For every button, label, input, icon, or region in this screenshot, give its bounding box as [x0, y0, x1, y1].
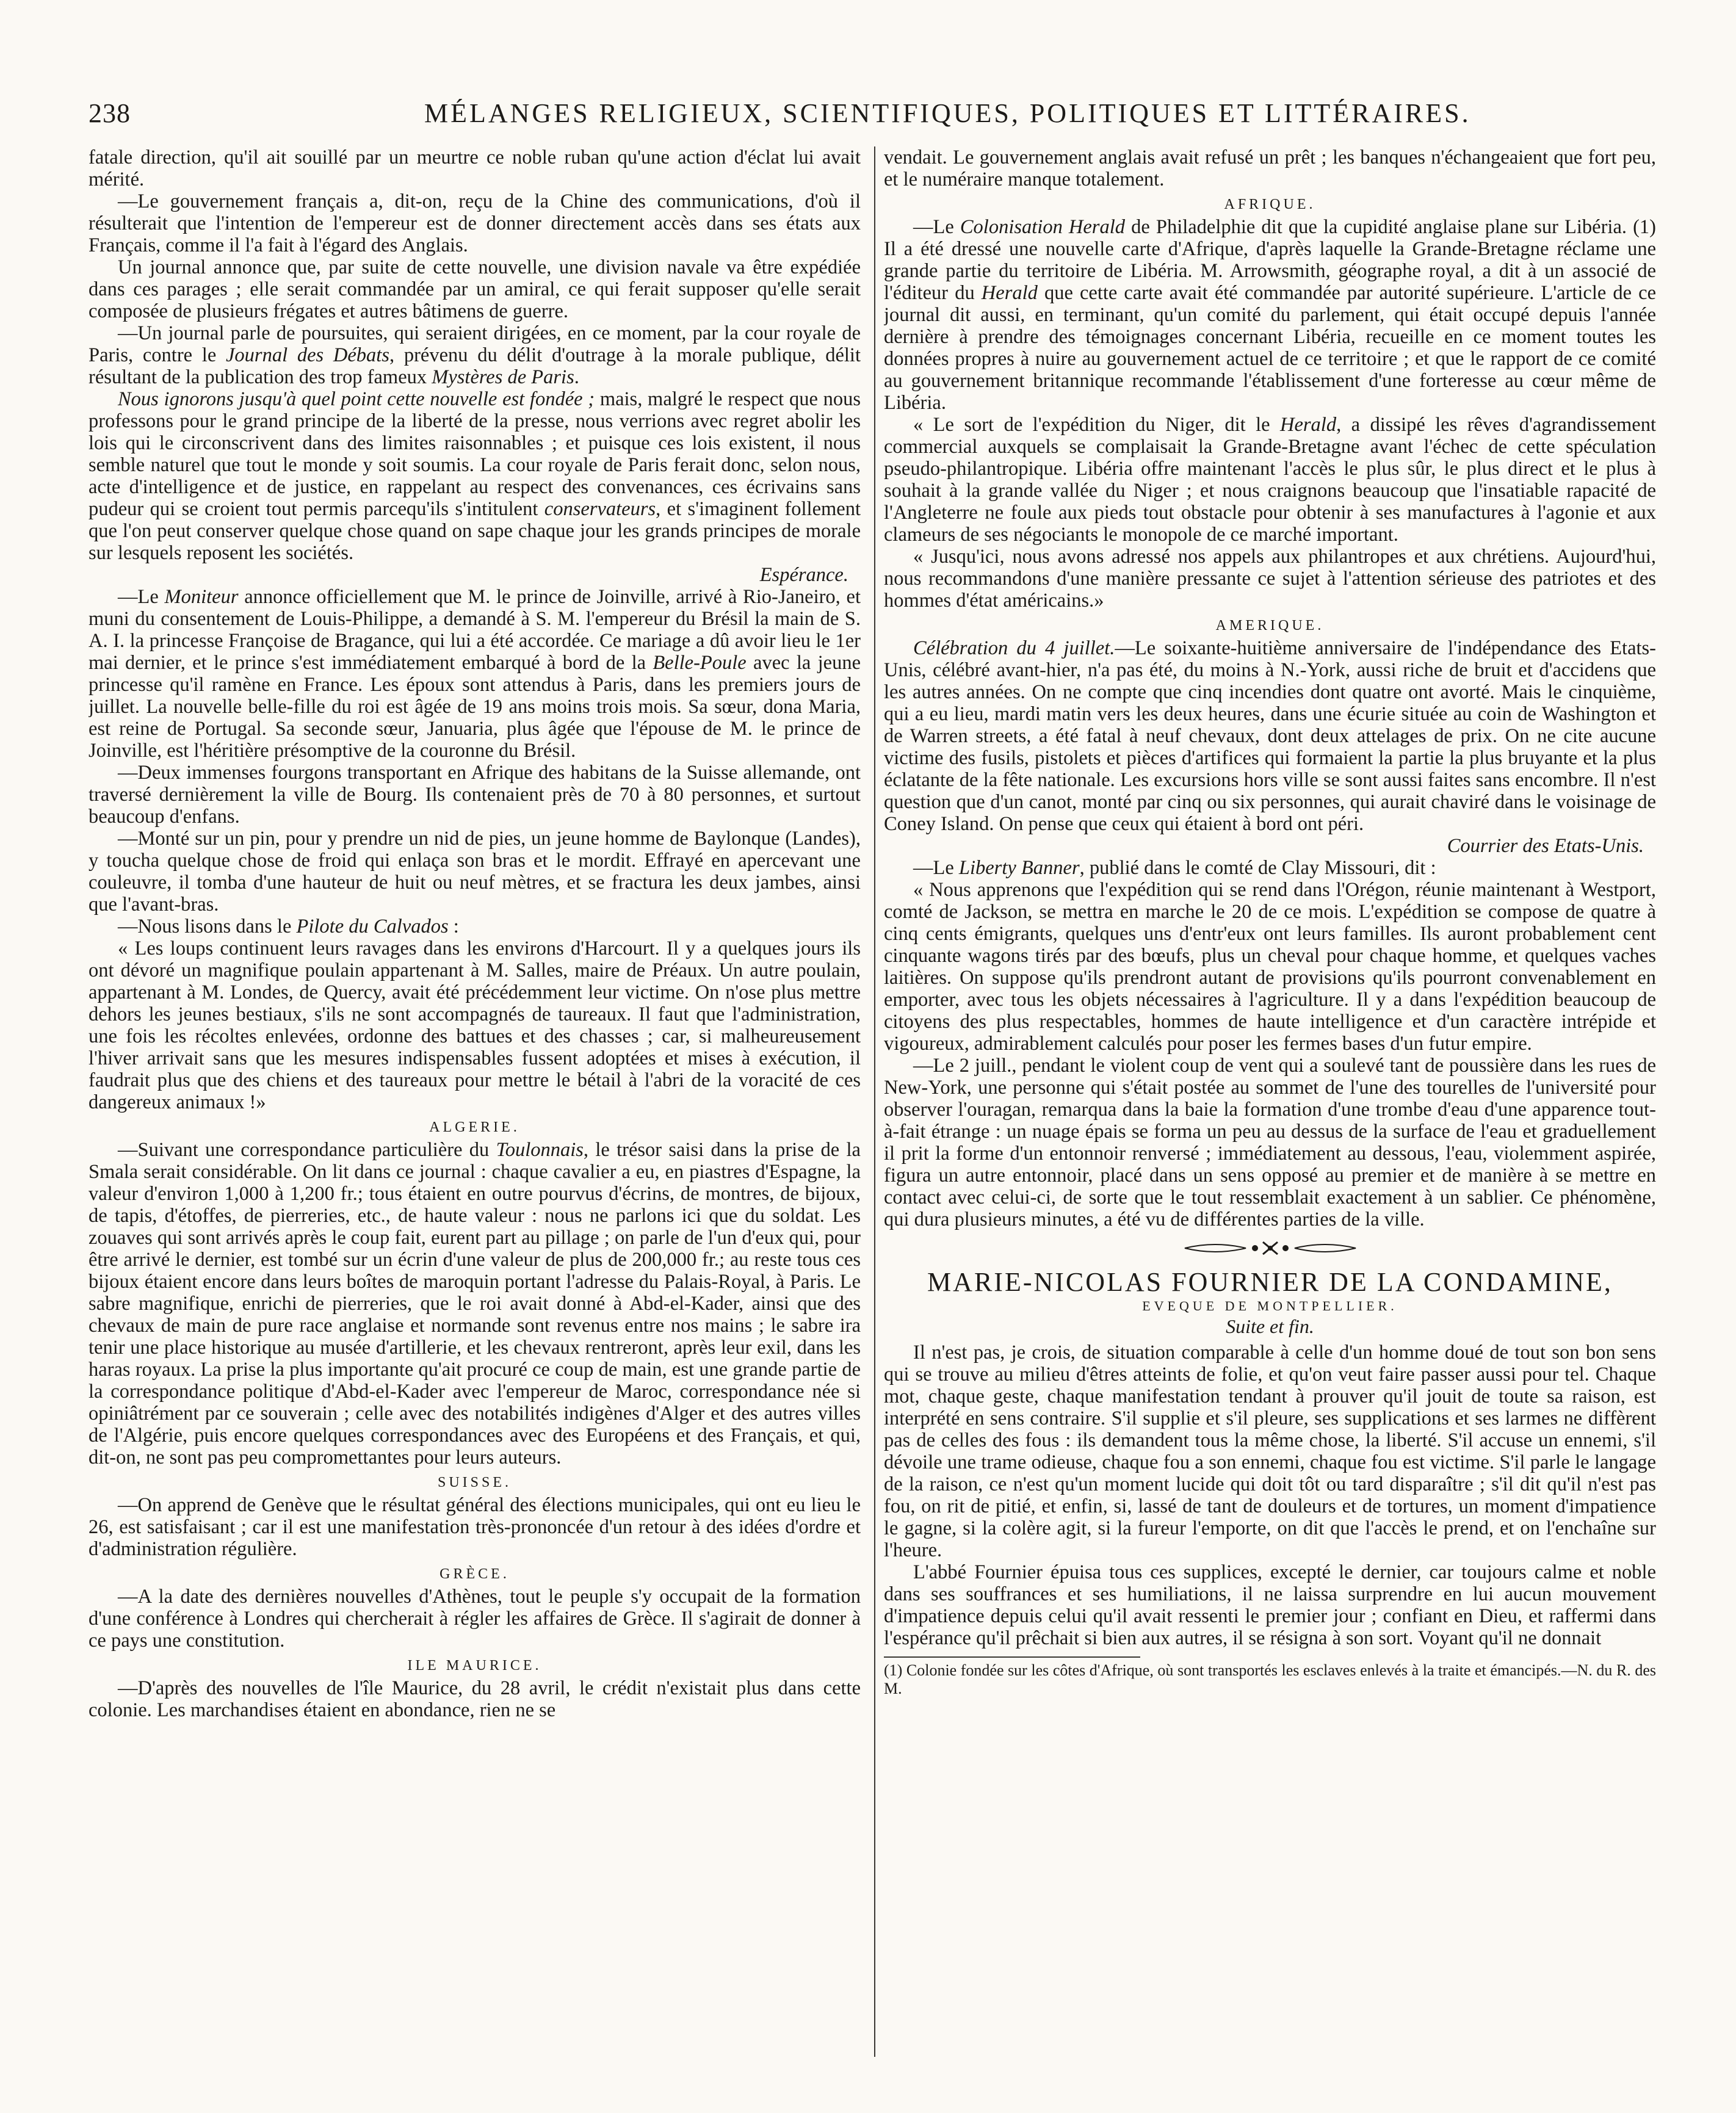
paragraph: Célébration du 4 juillet.—Le soixante-huitième anniversaire de l'indépendance des Etats-Unis, célébré avant-hier, n'a pas été, du moins à N.-York, aussi riche de bruit et d'accidens que les autres années. On ne compte que cinq incendies dont quatre ont avorté. Mais le cinquième, qui a eu lieu, mardi matin vers les deux heures, dans une écurie située au coin de Washington et de Warren streets, a été fatal à neuf chevaux, dont deux attelages de prix. On ne cite aucune victime des fusils, pistolets et pièces d'artifices qui formaient la partie la plus bruyante et la plus éclatante de la fête nationale. Les excursions hors ville se sont aussi faites sans encombre. Il n'est question que d'un canot, monté par cinq ou six personnes, qui aurait chaviré dans le voisinage de Coney Island. On pense que ceux qui étaient à bord ont péri. Courrier des Etats-Unis. — [884, 637, 1656, 857]
article-title: MARIE-NICOLAS FOURNIER DE LA CONDAMINE, — [927, 1267, 1613, 1297]
quote-paragraph: « Nous apprenons que l'expédition qui se rend dans l'Orégon, réunie maintenant à Westport, comté de Jackson, se mettra en marche le 20 de ce mois. L'expédition se compose de quatre à cinq cents émigrants, quelques uns d'entr'eux ont leurs familles. Ils auront probablement cent cinquante wagons tirés par des bœufs, plus un cheval pour chaque homme, et quelques vaches laitières. On suppose qu'ils prendront autant de provisions qu'ils pourront convenablement en emporter, avec tous les objets nécessaires à l'agriculture. Il y a dans l'expédition beaucoup de citoyens des plus respectables, hommes de haute intelligence et d'un caractère intrépide et vigoureux, admirablement calculés pour poser les fermes bases d'un futur empire. — [884, 879, 1656, 1055]
paragraph: vendait. Le gouvernement anglais avait refusé un prêt ; les banques n'échangeaient que fort peu, et le numéraire manque totalement. — [884, 146, 1656, 190]
paragraph: —Monté sur un pin, pour y prendre un nid de pies, un jeune homme de Baylonque (Landes), y toucha quelque chose de froid qui enlaça son bras et le mordit. Effrayé en apercevant une couleuvre, il tomba d'une hauteur de huit ou neuf mètres, et se fractura les deux jambes, ainsi que l'avant-bras. — [89, 828, 861, 916]
article-subtitle: EVEQUE DE MONTPELLIER. — [1142, 1298, 1398, 1313]
paragraph: L'abbé Fournier épuisa tous ces supplices, excepté le dernier, car toujours calme et noble dans ses souffrances et ses humiliations, il ne laissa surprendre en lui aucun mouvement d'impatience depuis celui qu'il avait ressenti le premier jour ; confiant en Dieu, et raffermi dans l'espérance qu'il prêchait si bien aux autres, il se résigna à son sort. Voyant qu'il ne donnait — [884, 1561, 1656, 1649]
paragraph: Nous ignorons jusqu'à quel point cette nouvelle est fondée ; mais, malgré le respect que nous professons pour le grand principe de la liberté de la presse, nous verrions avec regret abolir les lois qui le circonscrivent dans des limites raisonnables ; et puisque ces lois existent, il nous semble naturel que tout le monde y soit soumis. La cour royale de Paris ferait donc, selon nous, acte d'intelligence et de justice, en rappelant au respect des convenances, ces écrivains sans pudeur qui se croient tout permis parcequ'ils s'intitulent conservateurs, et s'imaginent follement que l'on peut conserver quelque chose quand on sape chaque jour les grands principes de morale sur lesquels reposent les sociétés. Espérance. — [89, 388, 861, 586]
section-heading-amerique: AMERIQUE. — [1215, 618, 1325, 634]
column-divider — [874, 146, 875, 2057]
page-header — [89, 98, 1651, 134]
running-title: MÉLANGES RELIGIEUX, SCIENTIFIQUES, POLITIQUES ET LITTÉRAIRES. — [424, 98, 1471, 128]
left-column — [89, 146, 861, 2063]
section-heading-suisse: SUISSE. — [437, 1475, 512, 1490]
footnote-divider — [884, 1656, 1140, 1658]
ornament-divider — [884, 1234, 1656, 1262]
article-suite: Suite et fin. — [1226, 1315, 1314, 1337]
paragraph: Un journal annonce que, par suite de cette nouvelle, une division navale va être expédiée dans ces parages ; elle serait commandée par un amiral, ce qui ferait supposer qu'elle serait composée de plusieurs frégates et autres bâtimens de guerre. — [89, 256, 861, 322]
book-title: Mystères de Paris — [432, 366, 574, 388]
paragraph: —Deux immenses fourgons transportant en Afrique des habitans de la Suisse allemande, ont traversé dernièrement la ville de Bourg. Ils contenaient près de 70 à 80 personnes, et surtout beaucoup d'enfans. — [89, 762, 861, 828]
section-heading-ile-maurice: ILE MAURICE. — [407, 1658, 542, 1674]
quote-paragraph: « Jusqu'ici, nous avons adressé nos appels aux philantropes et aux chrétiens. Aujourd'hui, nous recommandons d'une manière pressante ce sujet à l'attention sérieuse des patriotes et des hommes d'état américains.» — [884, 546, 1656, 612]
paragraph: —Nous lisons dans le Pilote du Calvados : — [118, 916, 459, 937]
paragraph: —Le Colonisation Herald de Philadelphie dit que la cupidité anglaise plane sur Libéria. (1) Il a été dressé une nouvelle carte d'Afrique, d'après laquelle la Grande-Bretagne réclame une grande partie du territoire de Libéria. M. Arrowsmith, géographe royal, a dit à un associé de l'éditeur du Herald que cette carte avait été commandée par autorité supérieure. L'article de ce journal dit aussi, en terminant, qu'un comité du parlement, qui était occupé depuis l'année dernière à prendre des témoignages concernant Libéria, recueille en ce moment toutes les données propres à nuire au gouvernement actuel de ce territoire ; et que le rapport de ce comité au gouvernement britannique recommande l'établissement d'une forteresse au cœur même de Libéria. — [884, 216, 1656, 414]
page-number: 238 — [89, 98, 131, 128]
quote-paragraph: « Le sort de l'expédition du Niger, dit le Herald, a dissipé les rêves d'agrandissement commercial auxquels se complaisait la Grande-Bretagne avant l'échec de cette spéculation pseudo-philantropique. Libéria offre maintenant l'accès le plus sûr, le plus direct et le plus à souhait à la grande vallée du Niger ; et nous craignons beaucoup que l'insatiable rapacité de l'Angleterre ne foule aux pieds tout obstacle pour obtenir à ses manufactures à l'agonie et aux clameurs de ses négociants le monopole de ce marché important. — [884, 414, 1656, 546]
journal-name: Journal des Débats — [226, 344, 389, 366]
paragraph: —Le 2 juill., pendant le violent coup de vent qui a soulevé tant de poussière dans les rues de New-York, une personne qui s'était postée au sommet de l'une des tourelles de l'université pour observer l'ouragan, remarqua dans la baie la formation d'une trombe d'eau d'une apparence tout-à-fait étrange : un nuage épais se forma un peu au dessus de la surface de l'eau et graduellement il prit la forme d'un entonnoir renversé ; immédiatement au dessous, l'eau, violemment aspirée, figura un autre entonnoir, placé dans un sens opposé au premier et de manière à se mettre en contact avec celui-ci, de sorte que le tout ressemblait exactement à un sablier. Ce phénomène, qui dura plusieurs minutes, a été vu de différentes parties de la ville. — [884, 1055, 1656, 1230]
signature: Courrier des Etats-Unis. — [1447, 835, 1644, 857]
signature: Espérance. — [759, 564, 848, 586]
section-heading-algerie: ALGERIE. — [429, 1119, 520, 1135]
paragraph: —A la date des dernières nouvelles d'Athènes, tout le peuple s'y occupait de la formation d'une conférence à Londres qui chercherait à régler les affaires de Grèce. Il s'agirait de donner à ce pays une constitution. — [89, 1586, 861, 1652]
paragraph: —D'après des nouvelles de l'île Maurice, du 28 avril, le crédit n'existait plus dans cette colonie. Les marchandises étaient en abondance, rien ne se — [89, 1677, 861, 1721]
paragraph: —Le gouvernement français a, dit-on, reçu de la Chine des communications, d'où il résulterait que l'intention de l'empereur est de donner directement accès dans ses états aux Français, comme il l'a fait à l'égard des Anglais. — [89, 190, 861, 256]
section-heading-grece: GRÈCE. — [439, 1566, 510, 1582]
right-column — [884, 146, 1656, 2063]
section-heading-afrique: AFRIQUE. — [1224, 197, 1316, 212]
footnote: (1) Colonie fondée sur les côtes d'Afrique, où sont transportés les esclaves enlevés à la traite et émancipés.—N. du R. des M. — [884, 1661, 1656, 1697]
paragraph: Il n'est pas, je crois, de situation comparable à celle d'un homme doué de tout son bon sens qui se trouve au milieu d'êtres atteints de folie, et qu'on veut faire passer aussi pour tel. Chaque mot, chaque geste, chaque manifestation tendant à prouver qu'il jouit de toute sa raison, est interprété en sens contraire. S'il supplie et s'il pleure, ses supplications et ses larmes ne diffèrent pas de celles des fous : ils demandent tous la même chose, la liberté. S'il accuse un ennemi, s'il dévoile une trame odieuse, chaque fou a son ennemi, chaque fou est victime. S'il parle le langage de la raison, ce n'est qu'un moment lucide qui doit tôt ou tard disparaître ; s'il dit qu'il n'est pas fou, on rit de pitié, et enfin, si, lassé de tant de douleurs et de tortures, un moment d'impatience le gagne, si la colère agit, si la fureur l'emporte, on dit que l'accès le prend, et on l'enchaîne sur l'heure. — [884, 1342, 1656, 1561]
paragraph: —Un journal parle de poursuites, qui seraient dirigées, en ce moment, par la cour royale de Paris, contre le Journal des Débats, prévenu du délit d'outrage à la morale publique, délit résultant de la publication des trop fameux Mystères de Paris. — [89, 322, 861, 388]
paragraph: —Suivant une correspondance particulière du Toulonnais, le trésor saisi dans la prise de la Smala serait considérable. On lit dans ce journal : chaque cavalier a eu, en piastres d'Espagne, la valeur d'environ 1,000 à 1,200 fr.; tous étaient en outre pourvus d'écrins, de montres, de bijoux, de tapis, d'étoffes, de pierreries, etc., de haute valeur : nous ne parlons ici que du soldat. Les zouaves qui sont arrivés après le coup fait, eurent part au pillage ; on parle de l'un d'eux qui, pour être arrivé le dernier, est tombé sur un écrin d'une valeur de plus de 200,000 fr.; au reste tous ces bijoux étaient encore dans leurs boîtes de maroquin portant l'adresse du Palais-Royal, à Paris. Le sabre magnifique, enrichi de pierreries, que le roi avait donné à Abd-el-Kader, ainsi que des chevaux de main de pure race anglaise et normande sont revenus entre nos mains ; le sabre ira tenir une place historique au musée d'artillerie, et les chevaux rentreront, après leur exil, dans les haras royaux. La prise la plus importante qu'ait procuré ce coup de main, est une grande partie de la correspondance politique d'Abd-el-Kader avec l'empereur de Maroc, correspondance née si opiniâtrément par ce souverain ; celle avec des notabilités indigènes d'Alger et des autres villes de l'Algérie, puis encore quelques correspondances avec des Européens et des Français, et qui, dit-on, ne sont pas peu compromettantes pour leurs auteurs. — [89, 1139, 861, 1468]
paragraph: —Le Moniteur annonce officiellement que M. le prince de Joinville, arrivé à Rio-Janeiro, et muni du consentement de Louis-Philippe, a demandé à S. M. l'empereur du Brésil la main de S. A. I. la princesse Françoise de Bragance, qui lui a été accordée. Ce mariage a dû avoir lieu le 1er mai dernier, et le prince s'est immédiatement embarqué à bord de la Belle-Poule avec la jeune princesse qu'il ramène en France. Les époux sont attendus à Paris, dans les premiers jours de juillet. La nouvelle belle-fille du roi est âgée de 19 ans moins trois mois. Sa sœur, dona Maria, est reine de Portugal. Sa seconde sœur, Januaria, plus âgée que l'épouse de M. le prince de Joinville, est l'héritière présomptive de la couronne du Brésil. — [89, 586, 861, 762]
paragraph: —Le Liberty Banner, publié dans le comté de Clay Missouri, dit : — [913, 857, 1436, 879]
ornament-icon — [1179, 1239, 1362, 1257]
paragraph: fatale direction, qu'il ait souillé par un meurtre ce noble ruban qu'une action d'éclat lui avait mérité. — [89, 146, 861, 190]
quote-paragraph: « Les loups continuent leurs ravages dans les environs d'Harcourt. Il y a quelques jours ils ont dévoré un magnifique poulain appartenant à M. Salles, maire de Préaux. Un autre poulain, appartenant à M. Londes, de Quercy, avait été précédemment leur victime. On n'ose plus mettre dehors les jeunes bestiaux, s'ils ne sont accompagnés de taureaux. Il faut que l'administration, une fois les récoltes enlevées, ordonne des battues et des chasses ; car, si malheureusement l'hiver arrivait sans que les mesures indispensables fussent adoptées et mises à exécution, il faudrait plus que des chiens et des taureaux pour mettre le bétail à l'abri de la voracité de ces dangereux animaux !» — [89, 937, 861, 1113]
paragraph: —On apprend de Genève que le résultat général des élections municipales, qui ont eu lieu le 26, est satisfaisant ; car il est une manifestation très-prononcée d'un retour à des idées d'ordre et d'administration régulière. — [89, 1494, 861, 1560]
